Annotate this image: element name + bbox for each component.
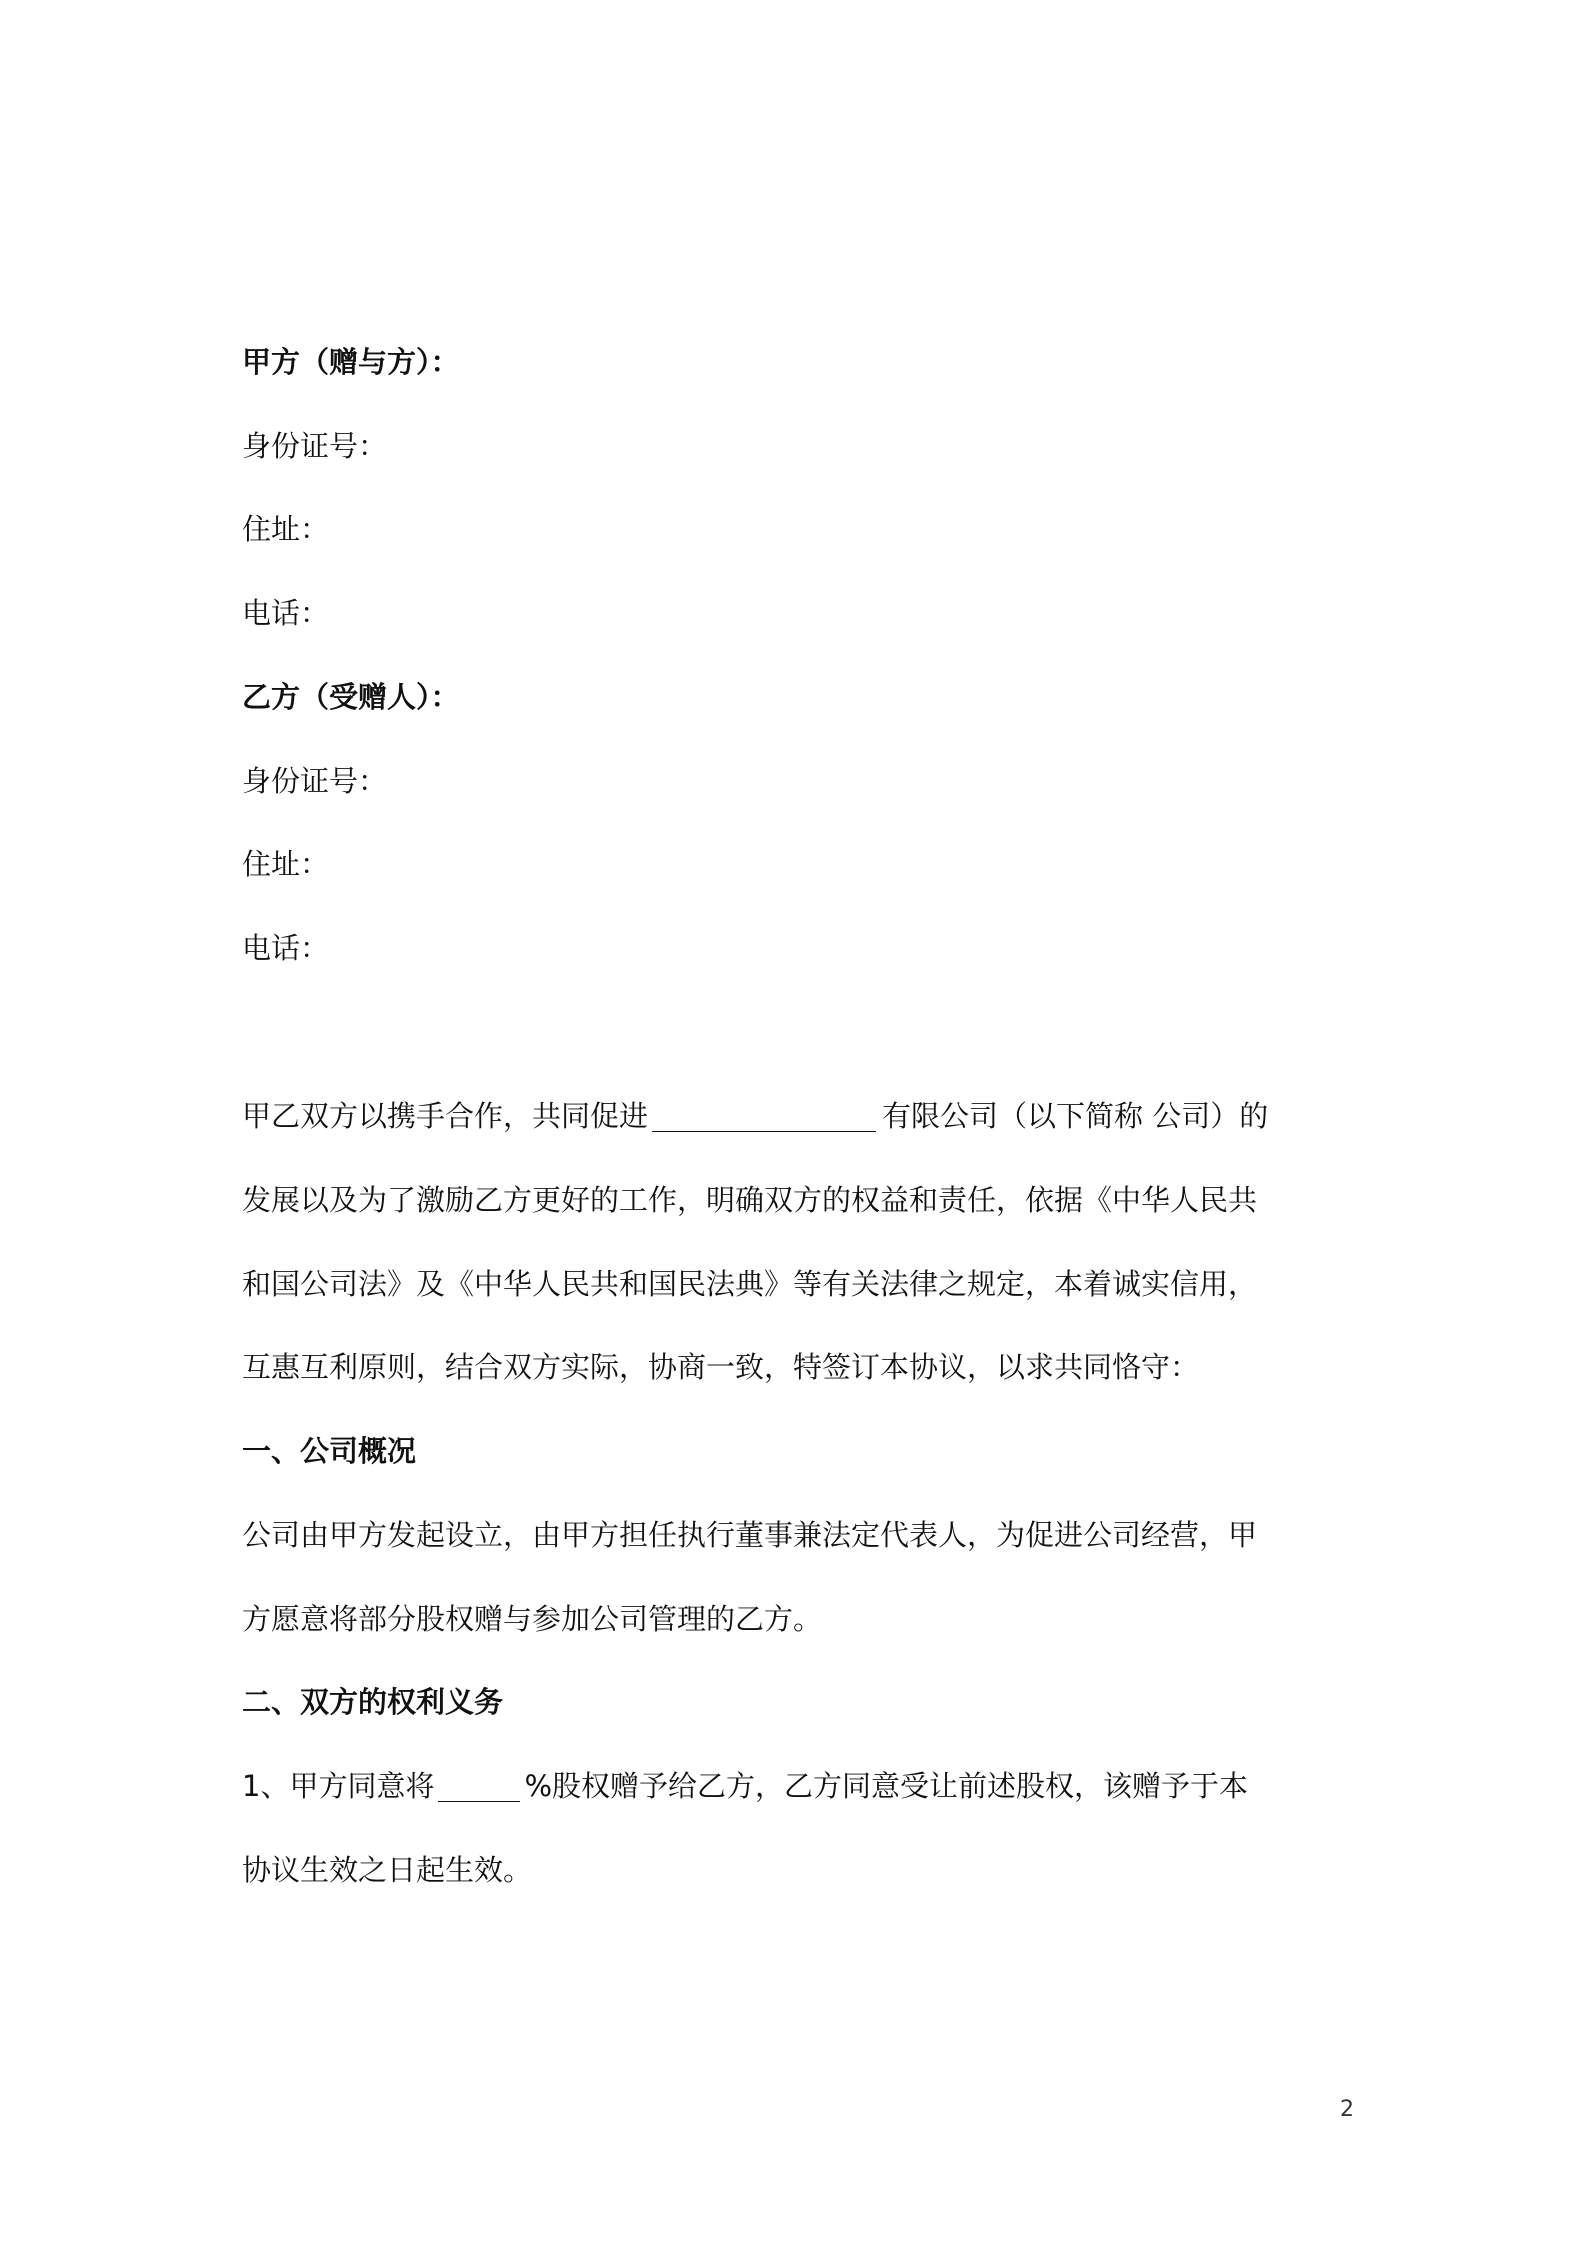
party-b-title: 乙方（受赠人）： <box>242 680 460 714</box>
section-1-heading: 一、公司概况 <box>242 1434 417 1468</box>
party-b-phone-label: 电话： <box>242 931 330 965</box>
preamble-line-1 <box>242 1096 1268 1136</box>
preamble-line-2: 发展以及为了激励乙方更好的工作，明确双方的权益和责任，依据《中华人民共 <box>242 1183 1258 1217</box>
preamble-line-1-start: 甲乙双方以携手合作，共同促进 <box>242 1099 649 1133</box>
preamble-line-4: 互惠互利原则，结合双方实际，协商一致，特签订本协议，以求共同恪守： <box>242 1350 1200 1384</box>
party-a-phone-label: 电话： <box>242 596 330 630</box>
party-a-address-label: 住址： <box>242 512 330 546</box>
percentage-blank <box>438 1771 520 1802</box>
clause-1-start: 1、甲方同意将 <box>242 1769 435 1803</box>
section-1-line-1: 公司由甲方发起设立，由甲方担任执行董事兼法定代表人，为促进公司经营，甲 <box>242 1518 1258 1552</box>
page-number: 2 <box>1340 2097 1354 2122</box>
preamble-line-1-end: 有限公司（以下简称 公司）的 <box>882 1099 1269 1133</box>
party-b-address-label: 住址： <box>242 847 330 881</box>
section-2-clause-1-line-1 <box>242 1766 1248 1806</box>
company-name-blank <box>652 1101 876 1132</box>
preamble-line-3: 和国公司法》及《中华人民共和国民法典》等有关法律之规定，本着诚实信用， <box>242 1267 1258 1301</box>
clause-1-end: %股权赠予给乙方，乙方同意受让前述股权，该赠予于本 <box>524 1769 1249 1803</box>
section-1-line-2: 方愿意将部分股权赠与参加公司管理的乙方。 <box>242 1602 823 1636</box>
section-2-heading: 二、双方的权利义务 <box>242 1685 504 1719</box>
party-a-title: 甲方（赠与方）： <box>242 345 460 379</box>
party-b-id-label: 身份证号： <box>242 764 388 798</box>
party-a-id-label: 身份证号： <box>242 429 388 463</box>
section-2-clause-1-line-2: 协议生效之日起生效。 <box>242 1853 533 1887</box>
